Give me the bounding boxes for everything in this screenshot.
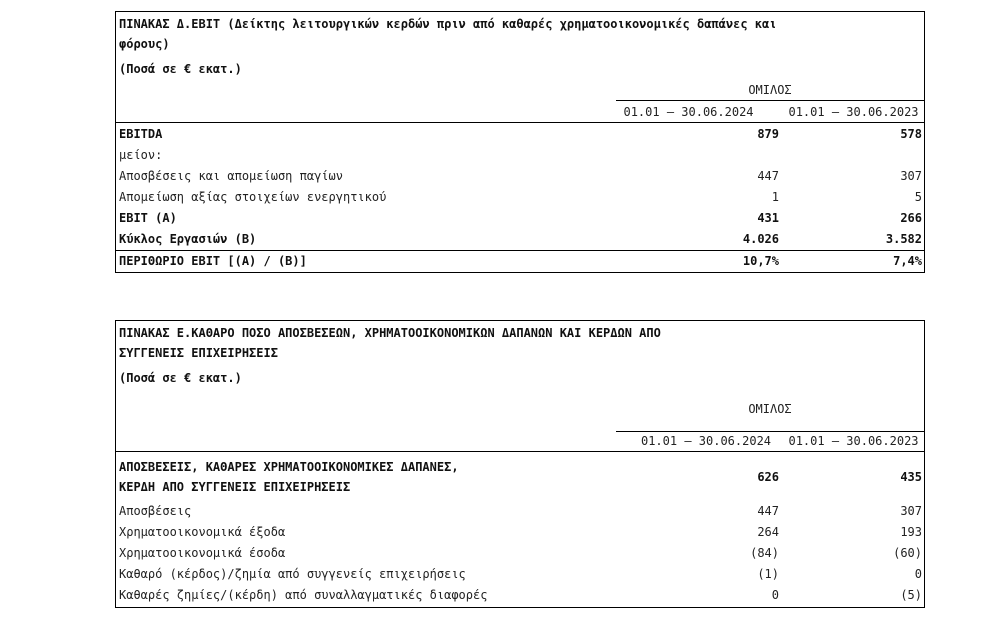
total-row-values: 626 435 xyxy=(757,470,922,484)
table-title: ΠΙΝΑΚΑΣ Δ.EBIT (Δείκτης λειτουργικών κερδών πριν από καθαρές χρηματοοικονομικές δαπάνες και xyxy=(119,17,777,31)
table-title-cont: ΣΥΓΓΕΝΕΙΣ ΕΠΙΧΕΙΡΗΣΕΙΣ xyxy=(119,346,278,360)
header-bottom-rule xyxy=(116,451,924,452)
table-row: Αποσβέσεις και απομείωση παγίων 447 307 xyxy=(119,169,922,183)
group-header: ΟΜΙΛΟΣ xyxy=(748,83,792,97)
col-2024-header: 01.01 – 30.06.2024 xyxy=(623,105,754,119)
unit-label: (Ποσά σε € εκατ.) xyxy=(119,371,242,385)
table-row: ΠΕΡΙΘΩΡΙΟ EBIT [(A) / (B)] 10,7% 7,4% xyxy=(119,254,922,268)
table-row: Καθαρές ζημίες/(κέρδη) από συναλλαγματικές διαφορές 0 (5) xyxy=(119,588,922,602)
group-header: ΟΜΙΛΟΣ xyxy=(748,402,792,416)
table-row: Κύκλος Εργασιών (Β) 4.026 3.582 xyxy=(119,232,922,246)
table-row: EBITDA 879 578 xyxy=(119,127,922,141)
unit-label: (Ποσά σε € εκατ.) xyxy=(119,62,242,76)
table-title: ΠΙΝΑΚΑΣ Ε.ΚΑΘΑΡΟ ΠΟΣΟ ΑΠΟΣΒΕΣΕΩΝ, ΧΡΗΜΑΤΟΟΙΚΟΝΟΜΙΚΩΝ ΔΑΠΑΝΩΝ ΚΑΙ ΚΕΡΔΩΝ ΑΠΟ xyxy=(119,326,661,340)
table-row: Χρηματοοικονομικά έσοδα (84) (60) xyxy=(119,546,922,560)
header-bottom-rule xyxy=(116,122,924,123)
total-row-label-2: ΚΕΡΔΗ ΑΠΟ ΣΥΓΓΕΝΕΙΣ ΕΠΙΧΕΙΡΗΣΕΙΣ xyxy=(119,480,351,494)
table-row: Απομείωση αξίας στοιχείων ενεργητικού 1 5 xyxy=(119,190,922,204)
col-2024-header: 01.01 – 30.06.2024 xyxy=(640,434,772,448)
table-row: μείον: xyxy=(119,148,163,162)
header-rule xyxy=(616,100,924,101)
table-row: Χρηματοοικονομικά έξοδα 264 193 xyxy=(119,525,922,539)
total-row-label-1: ΑΠΟΣΒΕΣΕΙΣ, ΚΑΘΑΡΕΣ ΧΡΗΜΑΤΟΟΙΚΟΝΟΜΙΚΕΣ ΔΑΠΑΝΕΣ, xyxy=(119,460,459,474)
table-row: Καθαρό (κέρδος)/ζημία από συγγενείς επιχειρήσεις (1) 0 xyxy=(119,567,922,581)
col-2023-header: 01.01 – 30.06.2023 xyxy=(788,434,919,448)
table-e-depreciation xyxy=(115,320,925,608)
table-d-ebit xyxy=(115,11,925,273)
col-2023-header: 01.01 – 30.06.2023 xyxy=(788,105,919,119)
table-row: Αποσβέσεις 447 307 xyxy=(119,504,922,518)
column-headers xyxy=(116,102,924,122)
table-title-cont: φόρους) xyxy=(119,37,170,51)
column-headers xyxy=(116,431,924,451)
table-row: EBIT (A) 431 266 xyxy=(119,211,922,225)
